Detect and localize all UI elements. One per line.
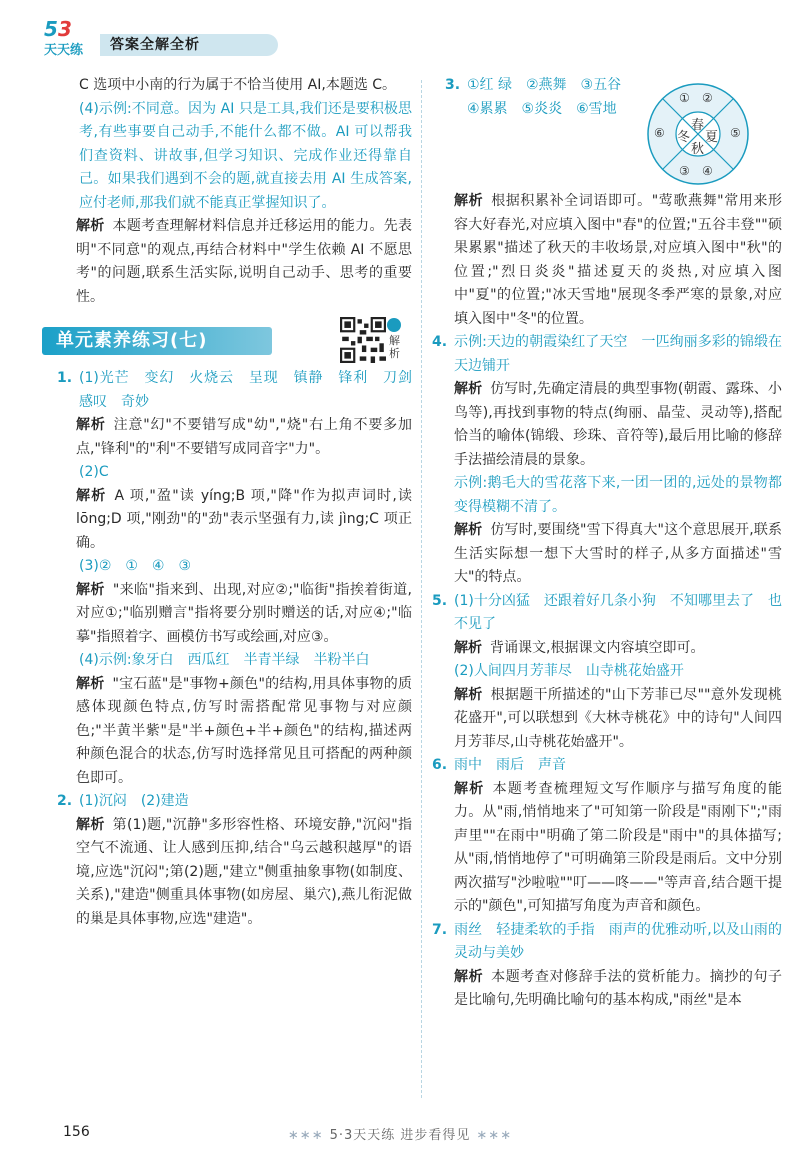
svg-text:天天练: 天天练 (44, 43, 84, 58)
q1-answer-4: (4)示例:象牙白 西瓜红 半青半绿 半粉半白 (79, 652, 370, 668)
question-number: 7. (432, 921, 448, 938)
logo-icon (42, 14, 98, 58)
diagram-slot-3: ③ (679, 164, 690, 178)
question-number: 6. (432, 757, 448, 773)
q5-answer-2: (2)人间四月芳菲尽 山寺桃花始盛开 (454, 663, 684, 679)
right-column (430, 74, 782, 1013)
diagram-summer: 夏 (705, 130, 719, 145)
question-number: 1. (57, 370, 73, 386)
footer-slogan: 5·3天天练 进步看得见 (329, 1128, 471, 1143)
header-tag: 答案全解全析 (100, 34, 278, 56)
q7-answer: 7. 雨丝 轻捷柔软的手指 雨声的优雅动听,以及山雨的灵动与美妙 (430, 919, 782, 966)
diagram-winter: 冬 (677, 130, 691, 145)
q1-analysis-3: 解析 "来临"指来到、出现,对应②;"临街"指挨着街道,对应①;"临别赠言"指将要分别时赠送的话,对应④;"临摹"指照着字、画模仿书写或绘画,对应③。 (76, 581, 412, 645)
q6-analysis: 解析 本题考查梳理短文写作顺序与描写角度的能力。从"雨,悄悄地来了"可知第一阶段是"雨刚下";"雨声里""在雨中"明确了第二阶段是"雨中"的具体描写;从"雨,悄悄地停了"可明确第三阶段是雨后。文中分别两次描写"沙啦啦""叮——咚——"等声音,结合题干提示的"颜色",可知描写角度为声音和颜色。 (454, 780, 783, 914)
diagram-slot-4: ④ (702, 164, 713, 178)
analysis-paragraph (42, 215, 412, 309)
q4-analysis-1: 解析 仿写时,先确定清晨的典型事物(朝霞、露珠、小鸟等),再找到事物的特点(绚丽、晶莹、灵动等),搭配恰当的喻体(锦缎、珍珠、音符等),最后用比喻的修辞手法描绘清晨的景象。 (454, 381, 782, 468)
q1-analysis-2: 解析 A 项,"盈"读 yíng;B 项,"降"作为拟声词时,读 lōng;D 项,"刚劲"的"劲"表示坚强有力,读 jìng;C 项正确。 (76, 487, 412, 551)
q3-analysis: 解析 根据积累补全词语即可。"莺歌燕舞"常用来形容大好春光,对应填入图中"春"的位置;"五谷丰登""硕果累累"描述了秋天的丰收场景,对应填入图中"秋"的位置;"烈日炎炎"描述夏天的炎热,对应填入图中"夏"的位置;"冰天雪地"展现冬季严寒的景象,对应填入图中"冬"的位置。 (454, 193, 782, 327)
q1-answer-2: (2)C (79, 464, 109, 480)
q3-answer-line-1: 3. ①红 绿 ②燕舞 ③五谷 (430, 74, 782, 98)
q2-analysis: 解析 第(1)题,"沉静"多形容性格、环境安静,"沉闷"指空气不流通、让人感到压抑,结合"乌云越积越厚"的语境,应选"沉闷";第(2)题,"建立"侧重抽象事物(如制度、关系),"建造"侧重具体事物(如房屋、巢穴),燕儿衔泥做的巢是具体事物,应选"建造"。 (76, 816, 412, 927)
q1-answer-1: 1. (1)光芒 变幻 火烧云 呈现 镇静 锋利 刀剑 感叹 奇妙 (42, 367, 412, 414)
question-number: 3. (445, 77, 461, 93)
q4-answer-1: 4. 示例:天边的朝霞染红了天空 一匹绚丽多彩的锦缎在天边铺开 (430, 331, 782, 378)
answer-text: C 选项中小南的行为属于不恰当使用 AI,本题选 C。 (79, 77, 397, 93)
question-number: 4. (432, 334, 448, 350)
q1-analysis-1: 解析 注意"幻"不要错写成"幼","烧"右上角不要多加点,"锋利"的"利"不要错写成同音字"力"。 (76, 417, 413, 457)
footer-slogan-row (0, 1124, 800, 1143)
season-diagram (644, 80, 752, 188)
page-footer (0, 1124, 800, 1144)
diagram-slot-6: ⑥ (654, 126, 665, 140)
question-number: 5. (432, 592, 448, 609)
q1-analysis-4: 解析 "宝石蓝"是"事物+颜色"的结构,用具体事物的质感体现颜色特点,仿写时需搭配常见事物与对应颜色;"半黄半紫"是"半+颜色+半+颜色"的结构,描述两种颜色混合的状态,仿写时选择常见且可搭配的两种颜色即可。 (76, 675, 413, 786)
play-icon[interactable] (387, 318, 401, 332)
qr-label: 解析 (389, 334, 400, 360)
q5-answer-1: 5. (1)十分凶猛 还跟着好几条小狗 不知哪里去了 也不见了 (430, 590, 782, 637)
q4-analysis-2: 解析 仿写时,要围绕"雪下得真大"这个意思展开,联系生活实际想一想下大雪时的样子,从多方面描述"雪大"的特点。 (454, 522, 783, 585)
diagram-slot-2: ② (702, 91, 713, 105)
diagram-slot-1: ① (679, 91, 690, 105)
q5-analysis-2: 解析 根据题干所描述的"山下芳菲已尽""意外发现桃花盛开",可以联想到《大林寺桃花》中的诗句"人间四月芳菲尽,山寺桃花始盛开"。 (454, 686, 782, 750)
dots-right: ∗∗∗ (476, 1128, 513, 1143)
page-number: 156 (63, 1124, 90, 1140)
diagram-slot-5: ⑤ (730, 126, 741, 140)
q5-analysis-1: 解析 背诵课文,根据课文内容填空即可。 (454, 639, 705, 656)
q6-answer: 6. 雨中 雨后 声音 (430, 754, 782, 778)
q1-answer-3: (3)② ① ④ ③ (79, 558, 192, 574)
analysis-label: 解析 (76, 218, 105, 234)
left-column (42, 74, 426, 931)
section-title: 单元素养练习(七) (56, 330, 208, 351)
svg-text:3: 3 (58, 17, 72, 41)
column-divider (421, 80, 422, 1098)
q2-answer: 2. (1)沉闷 (2)建造 (42, 790, 412, 814)
analysis-text: 本题考查理解材料信息并迁移运用的能力。先表明"不同意"的观点,再结合材料中"学生依赖 AI 不愿思考"的问题,联系生活实际,说明自己动手、思考的重要性。 (76, 218, 413, 305)
answer-example: (4)示例:不同意。因为 AI 只是工具,我们还是要积极思考,有些事要自己动手,不能什么都不做。AI 可以帮我们查资料、讲故事,但学习知识、完成作业还得靠自己。如果我们遇到不会的题,就直接去用 AI 生成答案,应付老师,那我们就不能真正掌握知识了。 (79, 100, 412, 211)
q4-answer-2: 示例:鹅毛大的雪花落下来,一团一团的,远处的景物都变得模糊不清了。 (454, 475, 782, 515)
dots-left: ∗∗∗ (287, 1128, 324, 1143)
q3-answer-line-2: ④累累 ⑤炎炎 ⑥雪地 (467, 100, 617, 117)
diagram-autumn: 秋 (691, 142, 705, 157)
section-header (42, 317, 412, 361)
diagram-spring: 春 (691, 118, 705, 133)
question-number: 2. (57, 793, 73, 809)
q3-block (430, 74, 782, 190)
q7-analysis: 解析 本题考查对修辞手法的赏析能力。摘抄的句子是比喻句,先明确比喻句的基本构成,"雨丝"是本 (454, 968, 783, 1008)
svg-text:5: 5 (44, 17, 58, 41)
qr-code-icon[interactable] (340, 317, 386, 363)
